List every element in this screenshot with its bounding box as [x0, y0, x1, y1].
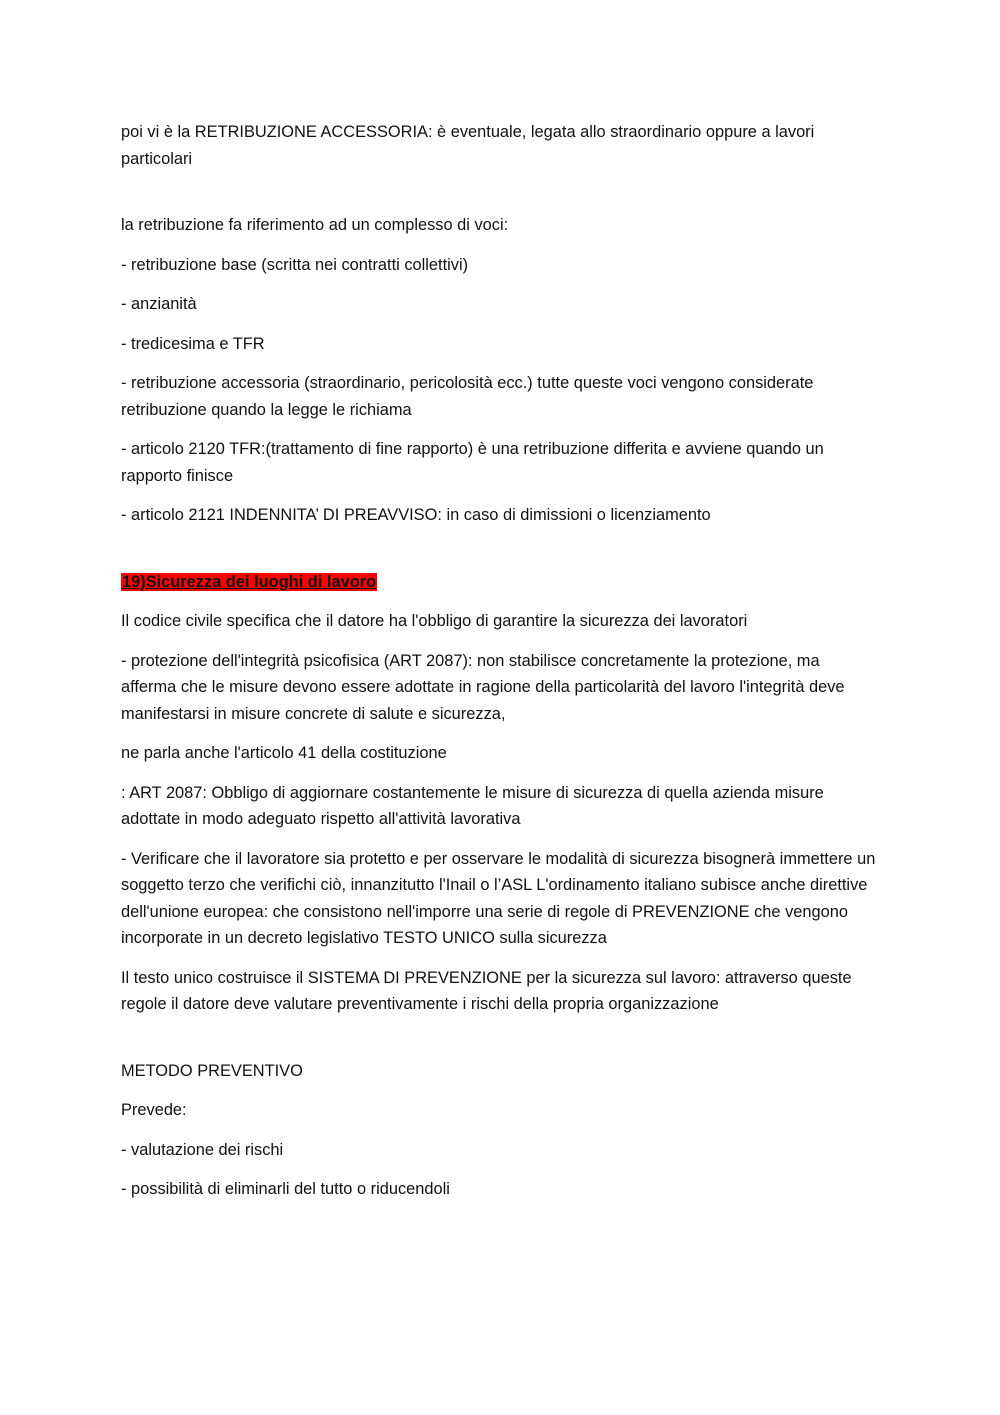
paragraph-complesso-voci: la retribuzione fa riferimento ad un complesso di voci: [121, 216, 509, 234]
list-item-articolo-2120: - articolo 2120 TFR:(trattamento di fine rapporto) è una retribuzione differita e avviene quando un rapporto finisce [121, 440, 824, 485]
paragraph-retribuzione-accessoria: poi vi è la RETRIBUZIONE ACCESSORIA: è eventuale, legata allo straordinario oppure a lavori particolari [121, 123, 815, 168]
subheading-metodo-preventivo: METODO PREVENTIVO [121, 1061, 303, 1080]
paragraph-protezione-integrita: - protezione dell'integrità psicofisica (ART 2087): non stabilisce concretamente la protezione, ma afferma che le misure devono essere adottate in ragione della particolarità del lavoro l'integrità deve manifestarsi in misure concrete di salute e sicurezza, [121, 651, 845, 723]
paragraph-art-2087: : ART 2087: Obbligo di aggiornare costantemente le misure di sicurezza di quella azienda misure adottate in modo adeguato rispetto all'attività lavorativa [121, 783, 824, 828]
list-item-tredicesima: - tredicesima e TFR [121, 334, 265, 353]
list-item-articolo-2121: - articolo 2121 INDENNITA’ DI PREAVVISO: in caso di dimissioni o licenziamento [121, 506, 711, 524]
list-item-valutazione-rischi: - valutazione dei rischi [121, 1140, 284, 1159]
list-item-retribuzione-base: - retribuzione base (scritta nei contratti collettivi) [121, 255, 469, 274]
list-item-retribuzione-accessoria: - retribuzione accessoria (straordinario, pericolosità ecc.) tutte queste voci vengono considerate retribuzione quando la legge le richiama [121, 374, 814, 419]
section-heading-sicurezza: 19)Sicurezza dei luoghi di lavoro [122, 572, 377, 591]
document-body [121, 119, 876, 1216]
section-heading-paragraph [121, 569, 876, 596]
list-item-anzianita: - anzianità [121, 295, 197, 313]
list-item-eliminarli: - possibilità di eliminarli del tutto o riducendoli [121, 1180, 450, 1198]
paragraph-verificare: - Verificare che il lavoratore sia protetto e per osservare le modalità di sicurezza bisognerà immettere un soggetto terzo che verifichi ciò, innanzitutto l'Inail o l’ASL L'ordinamento italiano subisce anche direttive dell'unione europea: che consistono nell'imporre una serie di regole di PREVENZIONE che vengono incorporate in un decreto legislativo TESTO UNICO sulla sicurezza [121, 849, 876, 947]
paragraph-codice-civile: Il codice civile specifica che il datore ha l'obbligo di garantire la sicurezza dei lavoratori [121, 612, 748, 630]
paragraph-prevede: Prevede: [121, 1101, 187, 1119]
paragraph-testo-unico: Il testo unico costruisce il SISTEMA DI PREVENZIONE per la sicurezza sul lavoro: attraverso queste regole il datore deve valutare preventivamente i rischi della propria organizzazione [121, 968, 852, 1013]
paragraph-articolo-41: ne parla anche l'articolo 41 della costituzione [121, 744, 447, 762]
